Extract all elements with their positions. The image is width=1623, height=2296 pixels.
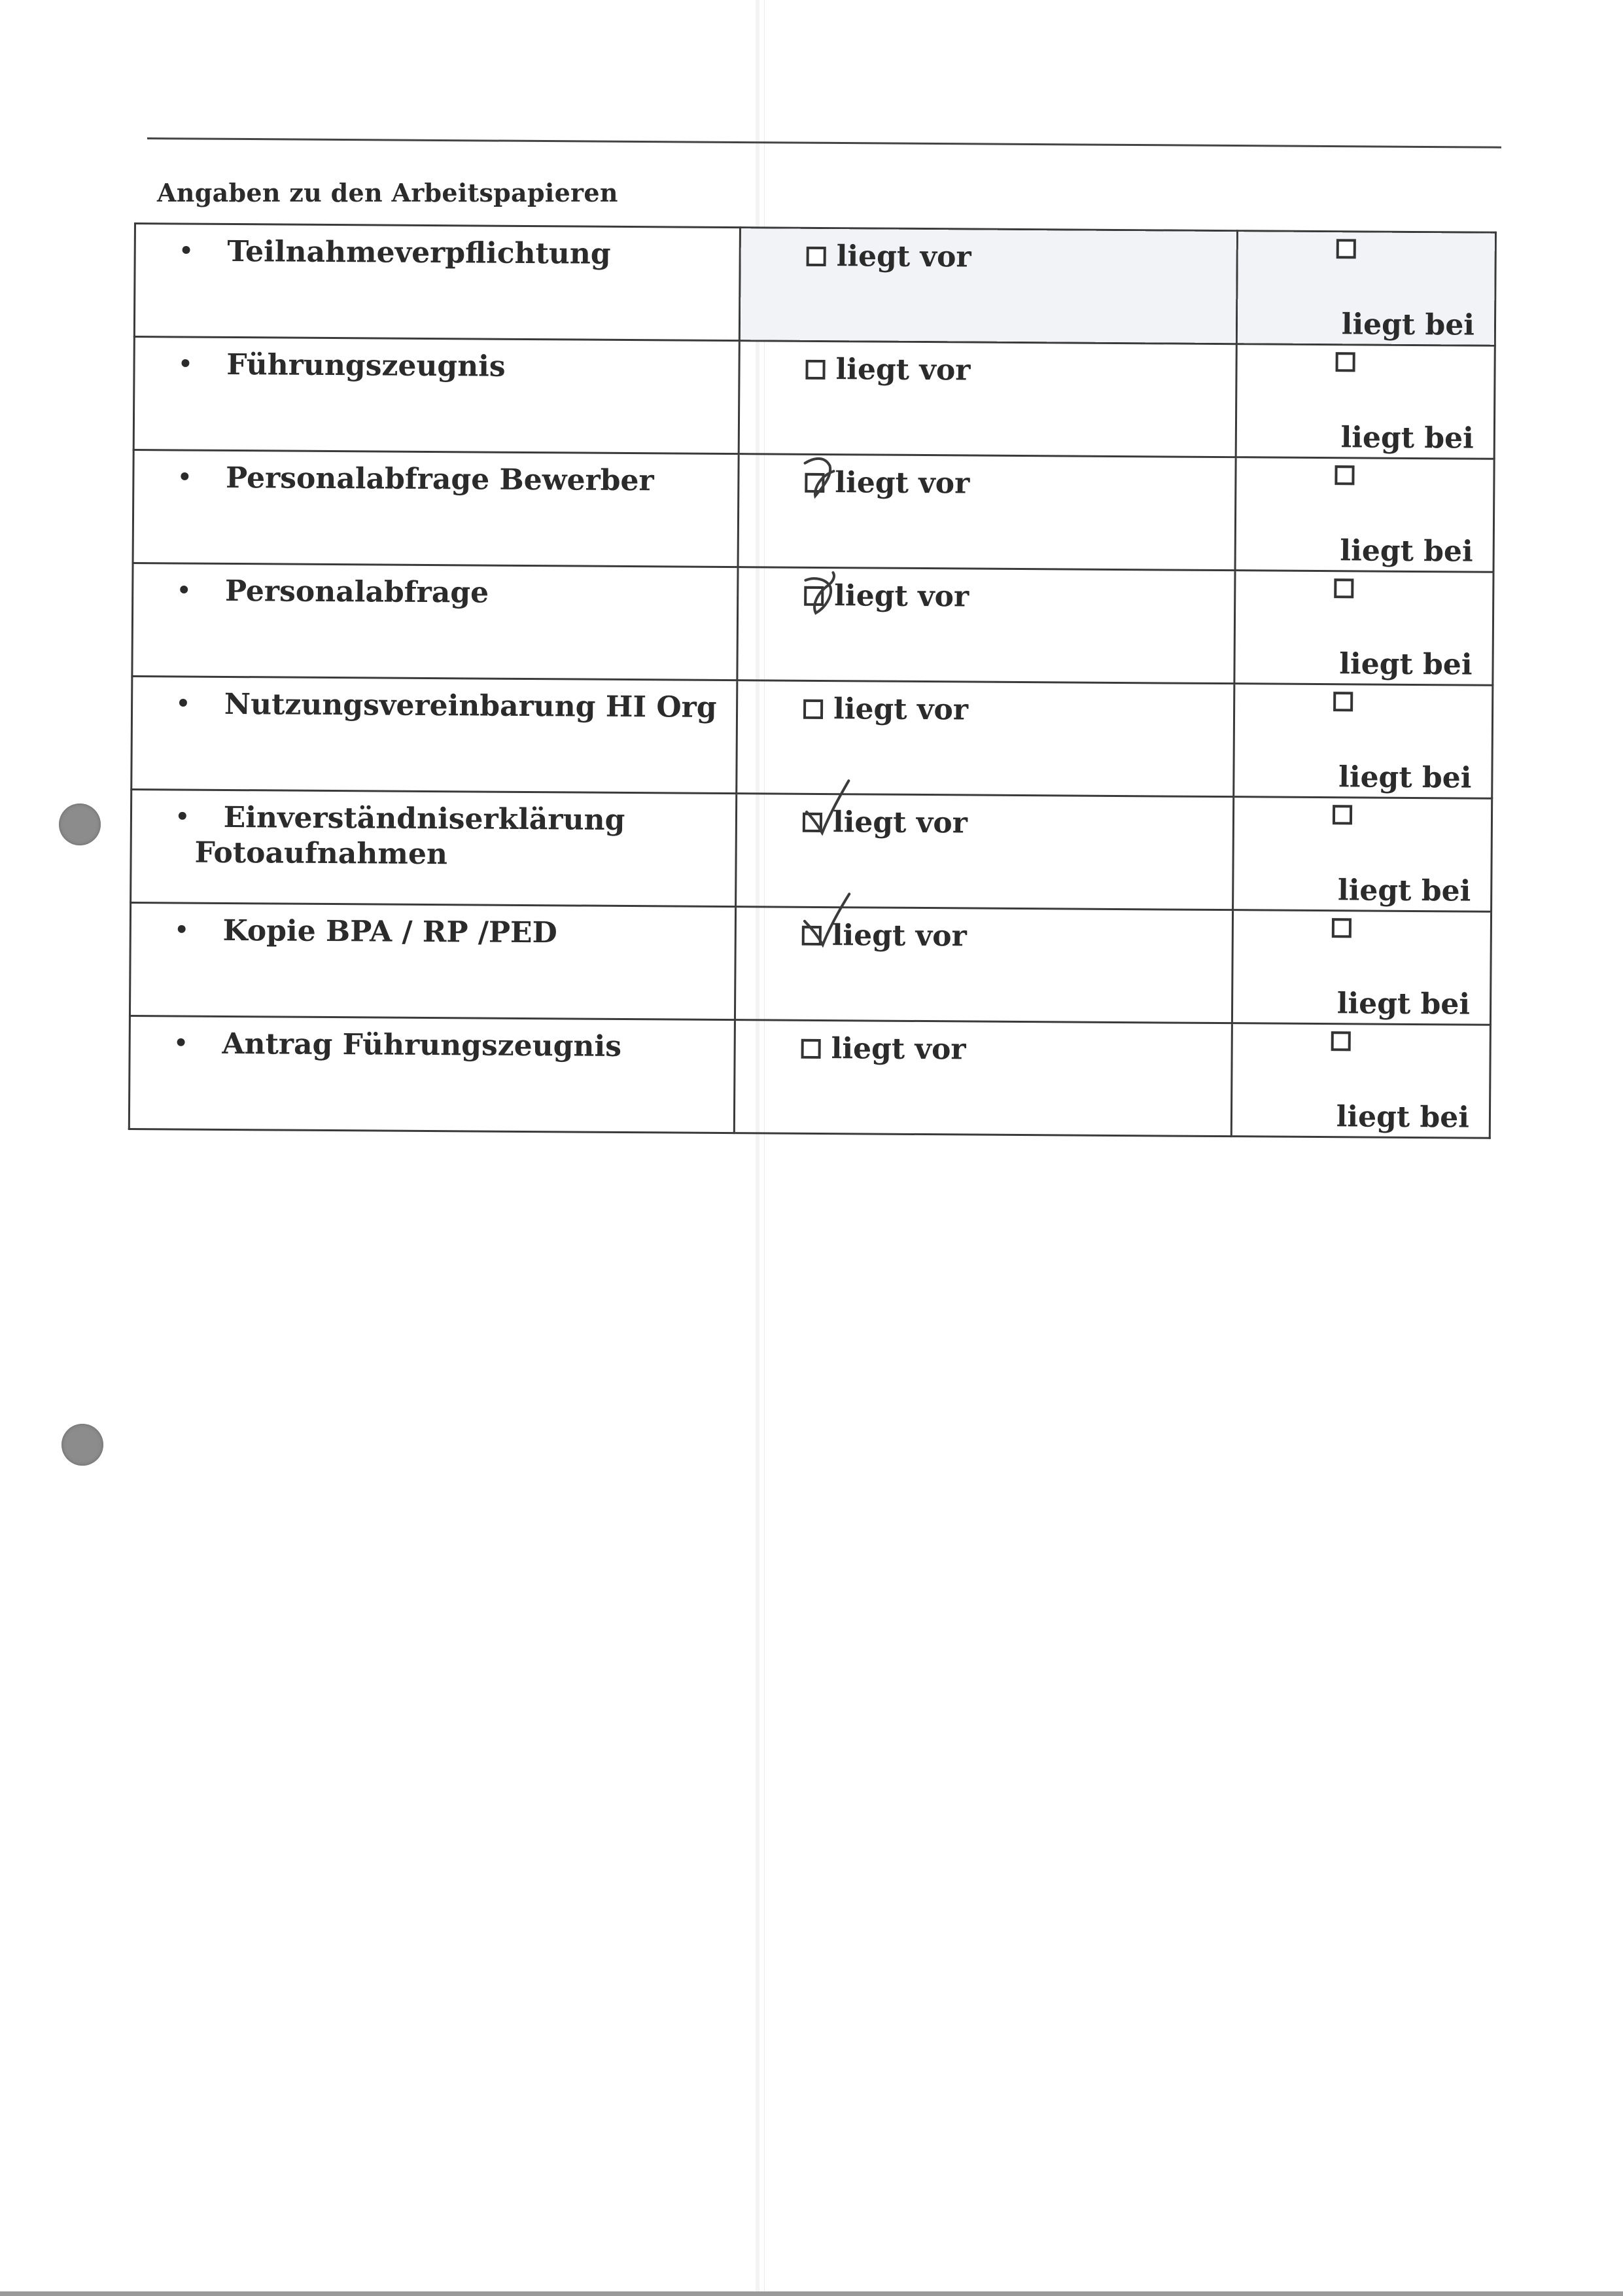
document-label — [135, 338, 738, 386]
option-bei-label: liegt bei — [1340, 421, 1475, 455]
bullet-icon: • — [177, 464, 192, 491]
bullet-icon: • — [174, 917, 189, 944]
document-cell — [133, 337, 739, 454]
option-bei-label: liegt bei — [1336, 987, 1471, 1021]
document-label — [130, 1017, 733, 1065]
checkbox-icon[interactable] — [805, 359, 825, 379]
document-cell — [131, 789, 737, 906]
checkbox-icon[interactable] — [1336, 239, 1356, 258]
checkbox-icon[interactable] — [1334, 578, 1353, 598]
checklist-row — [134, 224, 1495, 346]
handwritten-check-icon — [795, 437, 868, 510]
bullet-icon: • — [179, 238, 194, 264]
document-label-text: Führungszeugnis — [226, 347, 506, 383]
header-rule — [147, 137, 1501, 149]
checkbox-icon[interactable] — [807, 246, 826, 266]
option-vor-label: liegt vor — [835, 466, 970, 501]
option-bei-cell — [1234, 684, 1493, 799]
handwritten-check-icon — [793, 890, 865, 963]
checkbox-icon[interactable] — [801, 1038, 821, 1058]
option-vor-label: liegt vor — [834, 579, 969, 614]
scan-bottom-edge — [0, 2291, 1623, 2296]
option-vor-cell — [735, 907, 1232, 1023]
document-cell — [130, 902, 735, 1019]
option-bei-cell — [1236, 344, 1495, 459]
section-title: Angaben zu den Arbeitspapieren — [157, 178, 618, 207]
punch-hole — [59, 804, 101, 845]
document-label-text: Personalabfrage — [224, 574, 489, 610]
option-vor-checkbox[interactable] — [801, 1032, 966, 1067]
handwritten-check-icon — [794, 777, 866, 849]
document-cell — [132, 563, 738, 680]
document-label-text: Antrag Führungszeugnis — [222, 1027, 622, 1063]
bullet-icon: • — [175, 690, 190, 717]
bullet-icon: • — [173, 1030, 188, 1057]
option-vor-checkbox[interactable] — [805, 353, 970, 387]
punch-hole — [61, 1424, 103, 1466]
option-bei-label: liegt bei — [1336, 1100, 1470, 1135]
checklist-row — [132, 563, 1493, 685]
option-bei-cell — [1232, 910, 1491, 1025]
option-vor-label: liegt vor — [831, 1032, 966, 1067]
option-bei-label: liegt bei — [1338, 760, 1472, 795]
document-cell — [131, 676, 737, 793]
handwritten-check-icon — [795, 550, 867, 623]
option-vor-label: liegt vor — [836, 239, 971, 274]
checkbox-icon[interactable] — [1332, 918, 1352, 938]
document-label-text: Teilnahmeverpflichtung — [227, 234, 611, 271]
checkbox-icon[interactable] — [1336, 352, 1355, 372]
checkbox-icon[interactable] — [1333, 692, 1353, 711]
option-bei-cell — [1235, 457, 1494, 573]
checklist-row — [129, 1016, 1490, 1138]
option-vor-cell — [734, 1020, 1232, 1137]
option-vor-label: liegt vor — [831, 919, 967, 953]
checklist-row — [130, 902, 1491, 1025]
option-bei-label: liegt bei — [1341, 308, 1475, 342]
document-cell — [133, 450, 739, 567]
documents-checklist-table — [128, 222, 1497, 1139]
option-vor-cell — [737, 567, 1235, 684]
document-label-text: Nutzungsvereinbarung HI Org — [224, 687, 717, 724]
document-label — [134, 451, 737, 499]
document-label — [133, 677, 736, 726]
option-bei-cell — [1236, 231, 1495, 346]
document-label-text: Einverständniserklärung Fotoaufnahmen — [194, 800, 625, 871]
bullet-icon: • — [177, 577, 192, 604]
bullet-icon: • — [175, 804, 190, 830]
option-vor-label: liegt vor — [832, 805, 968, 840]
option-bei-cell — [1234, 571, 1493, 686]
checkbox-icon[interactable] — [1335, 465, 1354, 485]
checkbox-icon[interactable] — [1333, 805, 1352, 824]
option-bei-label: liegt bei — [1340, 534, 1473, 569]
document-label-text: Personalabfrage Bewerber — [225, 461, 654, 498]
document-label — [133, 564, 737, 612]
checkbox-icon[interactable] — [1331, 1031, 1351, 1051]
document-label-text: Kopie BPA / RP /PED — [222, 913, 557, 950]
document-cell — [134, 224, 740, 341]
document-label — [131, 790, 735, 874]
option-vor-checkbox[interactable] — [803, 692, 968, 727]
option-vor-checkbox[interactable] — [807, 239, 971, 274]
option-vor-label: liegt vor — [835, 353, 971, 387]
document-cell — [129, 1016, 735, 1133]
option-bei-cell — [1233, 797, 1492, 912]
option-vor-cell — [739, 228, 1237, 344]
option-bei-label: liegt bei — [1337, 874, 1471, 908]
document-label — [136, 224, 739, 273]
option-bei-cell — [1231, 1023, 1490, 1139]
option-bei-label: liegt bei — [1339, 647, 1473, 682]
checkbox-icon[interactable] — [803, 699, 823, 718]
option-vor-label: liegt vor — [833, 692, 969, 727]
document-label — [131, 904, 735, 952]
bullet-icon: • — [178, 351, 193, 378]
